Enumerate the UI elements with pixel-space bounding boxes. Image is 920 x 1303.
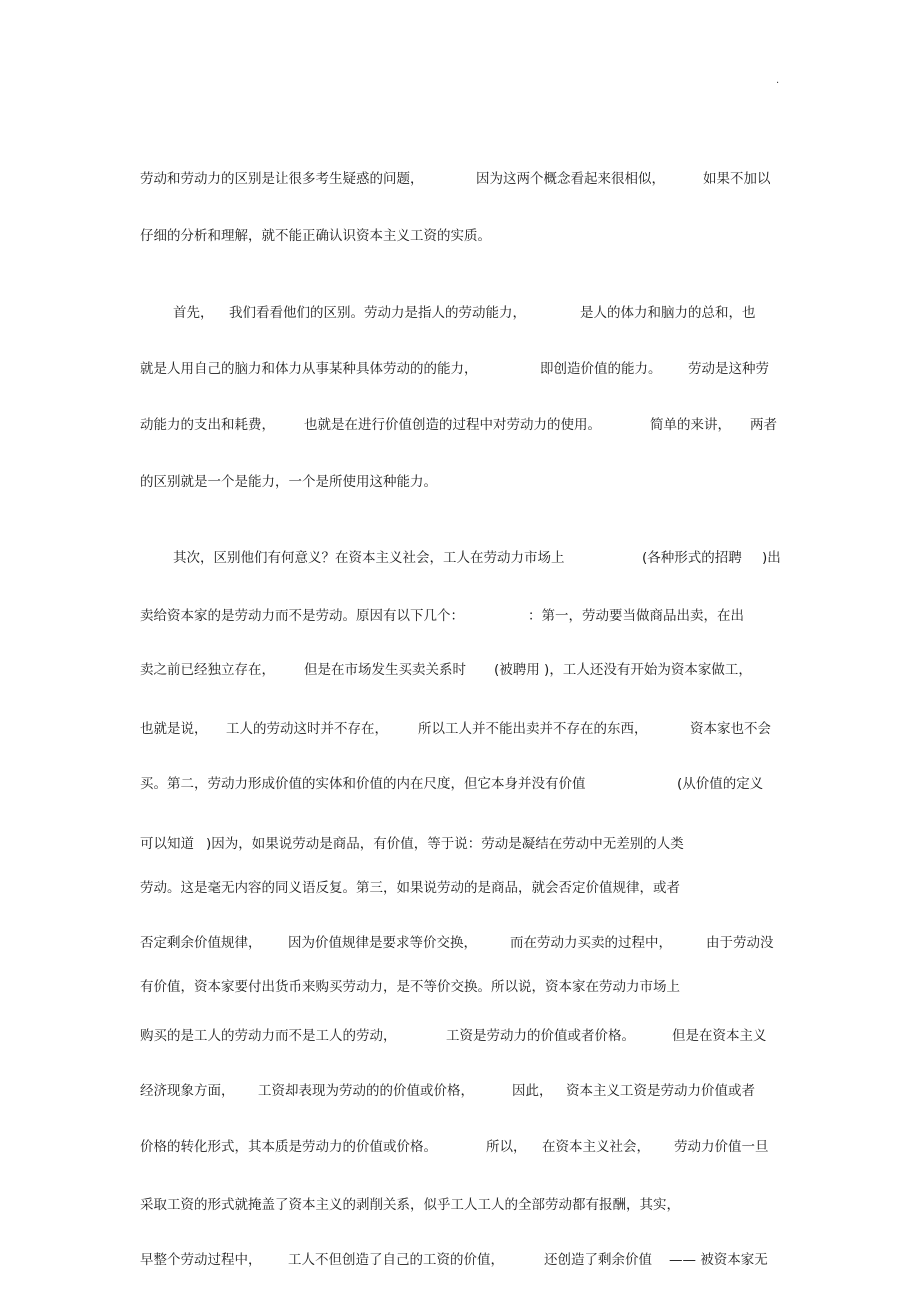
text-line <box>140 548 800 568</box>
text-segment: 简单的来讲， <box>650 417 731 433</box>
text-segment: 采取工资的形式就掩盖了资本主义的剥削关系，似乎工人工人的全部劳动都有报酬，其实， <box>140 1197 680 1213</box>
text-line <box>140 1026 800 1046</box>
text-segment: 卖之前已经独立存在， <box>140 662 275 678</box>
text-segment: 也就是在进行价值创造的过程中对劳动力的使用。 <box>304 417 601 433</box>
text-segment: 价格的转化形式，其本质是劳动力的价值或价格。 <box>140 1139 437 1155</box>
text-segment: 卖给资本家的是劳动力而不是劳动。原因有以下几个： <box>140 608 464 624</box>
text-line <box>140 1081 800 1101</box>
text-segment: (各种形式的招聘 <box>642 550 742 566</box>
text-segment: 所以工人并不能出卖并不存在的东西， <box>418 721 648 737</box>
text-line <box>140 933 800 953</box>
text-segment: 否定剩余价值规律， <box>140 935 262 951</box>
text-segment: 但是在资本主义 <box>672 1028 767 1044</box>
text-segment: )出 <box>762 550 781 566</box>
text-segment: 我们看看他们的区别。劳动力是指人的劳动能力， <box>229 305 526 321</box>
text-line <box>140 977 800 997</box>
text-segment: 仔细的分析和理解，就不能正确认识资本主义工资的实质。 <box>140 228 491 244</box>
text-line <box>140 1137 800 1157</box>
text-segment: 在资本主义社会， <box>542 1139 650 1155</box>
text-line <box>140 303 800 323</box>
text-segment: 可以知道 <box>140 836 194 852</box>
text-segment: 因为价值规律是要求等价交换， <box>288 935 477 951</box>
text-line <box>140 472 800 492</box>
text-line <box>140 226 800 246</box>
text-segment: 首先， <box>173 305 214 321</box>
text-segment: 两者 <box>750 417 777 433</box>
text-segment: 即创造价值的能力。 <box>540 361 662 377</box>
text-segment: 所以， <box>486 1139 527 1155</box>
text-line <box>140 1195 800 1215</box>
text-segment: 资本家也不会 <box>690 721 771 737</box>
text-line <box>140 415 800 435</box>
text-segment: 劳动力价值一旦 <box>674 1139 769 1155</box>
text-line <box>140 169 800 189</box>
text-segment: 工资却表现为劳动的的价值或价格， <box>258 1083 474 1099</box>
text-line <box>140 606 800 626</box>
text-segment: ：第一，劳动要当做商品出卖，在出 <box>528 608 744 624</box>
text-segment: 但是在市场发生买卖关系时 <box>304 662 466 678</box>
text-segment: 购买的是工人的劳动力而不是工人的劳动， <box>140 1028 397 1044</box>
text-segment: 工人的劳动这时并不存在， <box>226 721 388 737</box>
text-segment: 的区别就是一个是能力，一个是所使用这种能力。 <box>140 474 437 490</box>
text-segment: 因为这两个概念看起来很相似， <box>476 171 665 187</box>
page-corner-mark: . <box>776 75 780 86</box>
text-segment: 经济现象方面， <box>140 1083 235 1099</box>
text-line <box>140 878 800 898</box>
text-segment: 工人不但创造了自己的工资的价值， <box>288 1252 504 1268</box>
text-segment: (从价值的定义 <box>677 776 764 792</box>
text-segment: 是人的体力和脑力的总和，也 <box>580 305 756 321</box>
text-line <box>140 834 800 854</box>
text-segment: 早整个劳动过程中， <box>140 1252 262 1268</box>
text-line <box>140 774 800 794</box>
text-segment: 也就是说， <box>140 721 208 737</box>
text-segment: —— 被资本家无 <box>669 1252 768 1268</box>
text-segment: 有价值，资本家要付出货币来购买劳动力，是不等价交换。所以说，资本家在劳动力市场上 <box>140 979 680 995</box>
text-line <box>140 719 800 739</box>
text-segment: 因此， <box>512 1083 553 1099</box>
text-segment: 工资是劳动力的价值或者价格。 <box>446 1028 635 1044</box>
text-segment: 就是人用自己的脑力和体力从事某种具体劳动的的能力， <box>140 361 478 377</box>
text-line <box>140 359 800 379</box>
text-segment: 买。第二，劳动力形成价值的实体和价值的内在尺度，但它本身并没有价值 <box>140 776 586 792</box>
text-segment: 如果不加以 <box>703 171 771 187</box>
text-line <box>140 660 800 680</box>
text-segment: 其次，区别他们有何意义？在资本主义社会，工人在劳动力市场上 <box>173 550 565 566</box>
text-segment: 还创造了剩余价值 <box>544 1252 652 1268</box>
text-segment: )因为，如果说劳动是商品，有价值，等于说：劳动是凝结在劳动中无差别的人类 <box>206 836 684 852</box>
text-segment: (被聘用 )，工人还没有开始为资本家做工， <box>494 662 752 678</box>
text-segment: 由于劳动没 <box>706 935 774 951</box>
text-segment: 动能力的支出和耗费， <box>140 417 275 433</box>
text-line <box>140 1250 800 1270</box>
text-segment: 劳动是这种劳 <box>688 361 769 377</box>
text-segment: 而在劳动力买卖的过程中， <box>510 935 672 951</box>
text-segment: 资本主义工资是劳动力价值或者 <box>566 1083 755 1099</box>
text-segment: 劳动和劳动力的区别是让很多考生疑惑的问题， <box>140 171 424 187</box>
text-segment: 劳动。这是毫无内容的同义语反复。第三，如果说劳动的是商品，就会否定价值规律，或者 <box>140 880 680 896</box>
